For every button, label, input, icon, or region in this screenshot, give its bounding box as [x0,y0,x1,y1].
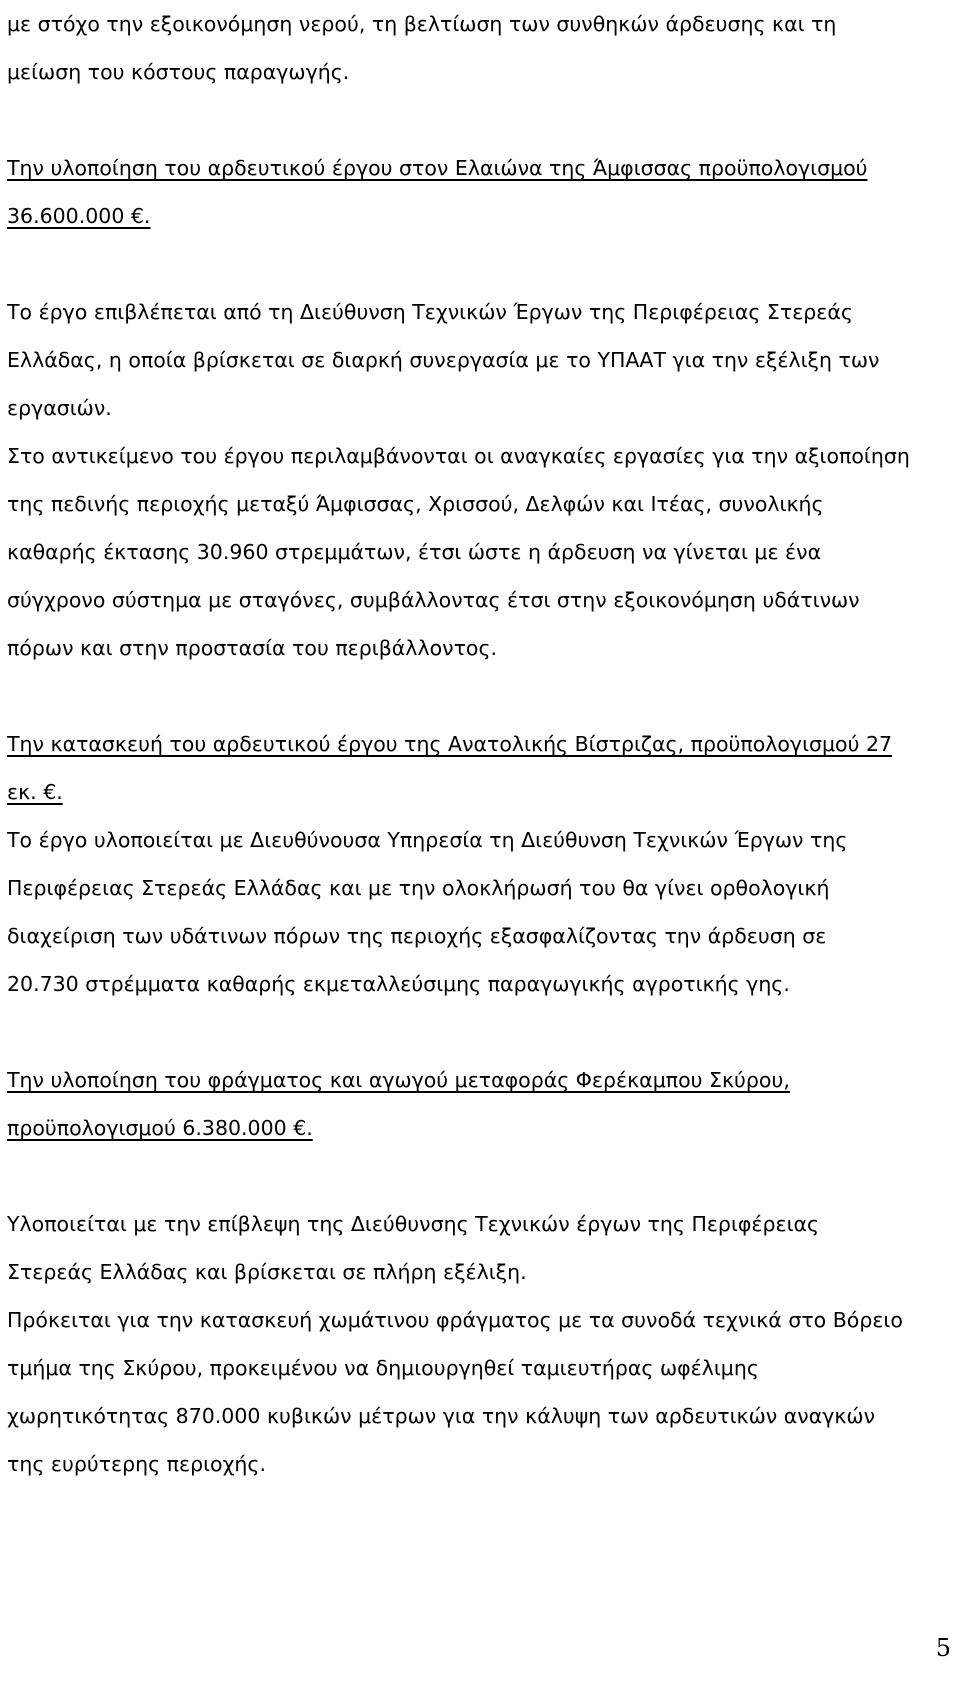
heading-vistriza-project [7,720,955,816]
text-line: της πεδινής περιοχής μεταξύ Άμφισσας, Χρισσού, Δελφών και Ιτέας, συνολικής [7,492,824,516]
text-line: 20.730 στρέμματα καθαρής εκμεταλλεύσιμης παραγωγικής αγροτικής γης. [7,972,790,996]
text-line: Περιφέρειας Στερεάς Ελλάδας και με την ολοκλήρωσή του θα γίνει ορθολογική [7,876,830,900]
text-line: πόρων και στην προστασία του περιβάλλοντος. [7,636,497,660]
text-line: Το έργο υλοποιείται με Διευθύνουσα Υπηρεσία τη Διεύθυνση Τεχνικών Έργων της [7,828,848,852]
paragraph-gap [7,1152,955,1200]
text-line: διαχείριση των υδάτινων πόρων της περιοχής εξασφαλίζοντας την άρδευση σε [7,924,827,948]
text-line: καθαρής έκτασης 30.960 στρεμμάτων, έτσι ώστε η άρδευση να γίνεται με ένα [7,540,822,564]
paragraph-gap [7,240,955,288]
text-line: Το έργο επιβλέπεται από τη Διεύθυνση Τεχνικών Έργων της Περιφέρειας Στερεάς [7,300,853,324]
paragraph-vistriza-details [7,816,955,1008]
heading-amfissa-project [7,144,955,240]
paragraph-water-saving [7,0,955,96]
paragraph-gap [7,96,955,144]
text-line: μείωση του κόστους παραγωγής. [7,60,350,84]
paragraph-skyros-details [7,1200,955,1488]
text-line: προϋπολογισμού 6.380.000 €. [7,1116,313,1140]
text-line: εργασιών. [7,396,112,420]
text-line: Υλοποιείται με την επίβλεψη της Διεύθυνσης Τεχνικών έργων της Περιφέρειας [7,1212,820,1236]
paragraph-amfissa-details [7,288,955,672]
text-line: εκ. €. [7,780,63,804]
paragraph-gap [7,672,955,720]
text-line: Στερεάς Ελλάδας και βρίσκεται σε πλήρη εξέλιξη. [7,1260,527,1284]
text-line: 36.600.000 €. [7,204,151,228]
text-line: Ελλάδας, η οποία βρίσκεται σε διαρκή συνεργασία με το ΥΠΑΑΤ για την εξέλιξη των [7,348,880,372]
text-line: χωρητικότητας 870.000 κυβικών μέτρων για την κάλυψη των αρδευτικών αναγκών [7,1404,876,1428]
text-line: Την υλοποίηση του φράγματος και αγωγού μεταφοράς Φερέκαμπου Σκύρου, [7,1068,790,1092]
document-page [7,0,955,1488]
text-line: τμήμα της Σκύρου, προκειμένου να δημιουργηθεί ταμιευτήρας ωφέλιμης [7,1356,759,1380]
text-line: Πρόκειται για την κατασκευή χωμάτινου φράγματος με τα συνοδά τεχνικά στο Βόρειο [7,1308,903,1332]
paragraph-gap [7,1008,955,1056]
text-line: με στόχο την εξοικονόμηση νερού, τη βελτίωση των συνθηκών άρδευσης και τη [7,12,837,36]
text-line: Στο αντικείμενο του έργου περιλαμβάνονται οι αναγκαίες εργασίες για την αξιοποίηση [7,444,910,468]
text-line: σύγχρονο σύστημα με σταγόνες, συμβάλλοντας έτσι στην εξοικονόμηση υδάτινων [7,588,860,612]
text-line: της ευρύτερης περιοχής. [7,1452,266,1476]
text-line: Την υλοποίηση του αρδευτικού έργου στον Ελαιώνα της Άμφισσας προϋπολογισμού [7,156,868,180]
page-number: 5 [935,1634,951,1662]
text-line: Την κατασκευή του αρδευτικού έργου της Ανατολικής Βίστριζας, προϋπολογισμού 27 [7,732,893,756]
heading-skyros-dam-project [7,1056,955,1152]
